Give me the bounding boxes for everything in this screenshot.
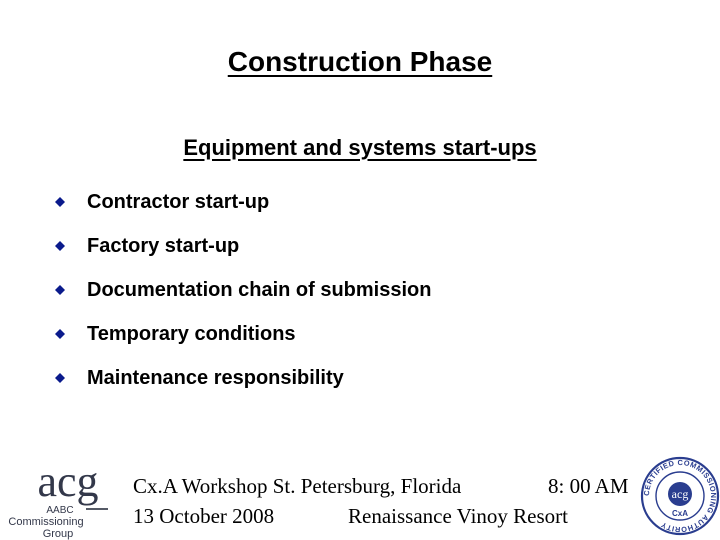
bullet-label: Factory start-up [87, 234, 240, 257]
list-item [54, 312, 431, 356]
list-item [54, 356, 431, 400]
logo-sub-commissioning: Commissioning [8, 516, 84, 528]
logo-sub-group: Group [42, 528, 74, 540]
seal-center-mark: acg [671, 487, 689, 501]
cxa-seal [640, 456, 720, 536]
seal-ring-text: CERTIFIED COMMISSIONING AUTHORITY [641, 457, 719, 535]
diamond-bullet-icon [55, 285, 65, 295]
logo-sub-aabc: AABC [46, 505, 74, 516]
bullet-label: Contractor start-up [87, 190, 270, 213]
footer-time: 8: 00 AM [548, 474, 629, 498]
logo-rule [86, 508, 108, 510]
list-item [54, 268, 431, 312]
bullet-label: Documentation chain of submission [87, 278, 432, 301]
footer-line-2 [133, 504, 568, 534]
acg-logo [0, 462, 112, 540]
footer-event: Cx.A Workshop St. Petersburg, Florida [133, 474, 462, 498]
bullet-label: Temporary conditions [87, 322, 296, 345]
footer-date: 13 October 2008 [133, 504, 275, 528]
list-item [54, 180, 431, 224]
footer [133, 474, 629, 534]
diamond-bullet-icon [55, 241, 65, 251]
bullet-label: Maintenance responsibility [87, 366, 344, 389]
footer-line-1 [133, 474, 629, 504]
seal-bottom-text: CxA [671, 509, 689, 518]
list-item [54, 224, 431, 268]
diamond-bullet-icon [55, 329, 65, 339]
bullet-list [54, 180, 431, 400]
slide-subtitle: Equipment and systems start-ups [183, 135, 537, 160]
diamond-bullet-icon [55, 373, 65, 383]
slide-title: Construction Phase [227, 46, 493, 77]
footer-venue: Renaissance Vinoy Resort [348, 504, 568, 528]
diamond-bullet-icon [55, 197, 65, 207]
logo-wordmark: acg [37, 462, 99, 506]
